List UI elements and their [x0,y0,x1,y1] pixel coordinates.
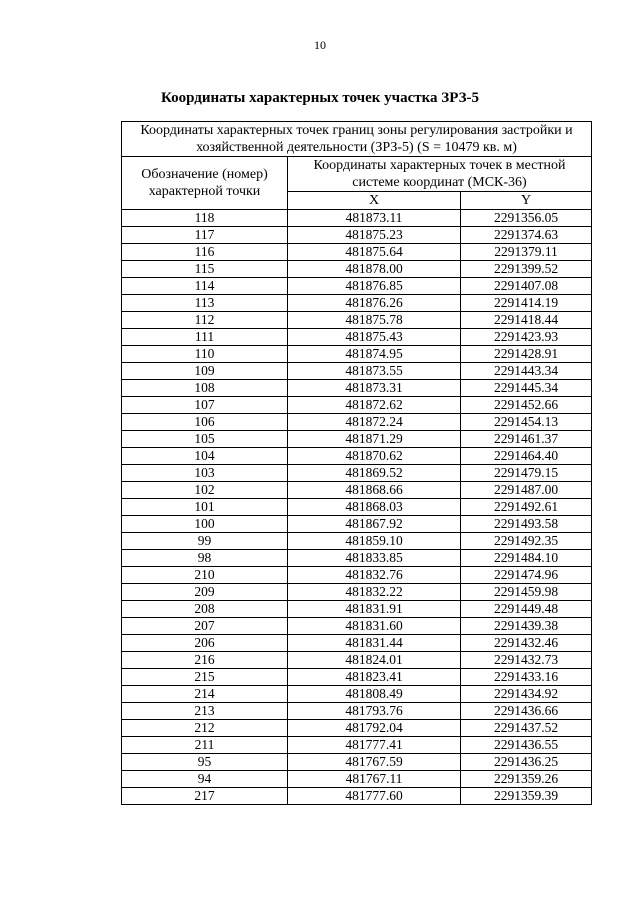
point-number-cell: 215 [122,669,288,686]
table-row [122,278,592,295]
y-coordinate-cell: 2291418.44 [461,312,592,329]
x-coordinate-cell: 481767.59 [288,754,461,771]
page-number: 10 [314,38,326,52]
table-row [122,380,592,397]
y-coordinate-cell: 2291454.13 [461,414,592,431]
table-caption: Координаты характерных точек границ зоны регулирования застройки и хозяйственной деятельности (ЗРЗ-5) (S = 10479 кв. м) [122,122,592,157]
point-number-cell: 114 [122,278,288,295]
table-row [122,550,592,567]
x-coordinate-cell: 481777.60 [288,788,461,805]
table-row [122,244,592,261]
document-title: Координаты характерных точек участка ЗРЗ-5 [161,90,479,106]
point-number-cell: 213 [122,703,288,720]
y-coordinate-cell: 2291449.48 [461,601,592,618]
table-row [122,448,592,465]
table-row [122,652,592,669]
x-coordinate-cell: 481808.49 [288,686,461,703]
table-row [122,754,592,771]
x-coordinate-cell: 481793.76 [288,703,461,720]
y-coordinate-cell: 2291423.93 [461,329,592,346]
y-coordinate-cell: 2291445.34 [461,380,592,397]
x-coordinate-cell: 481872.62 [288,397,461,414]
table-row [122,482,592,499]
y-coordinate-cell: 2291461.37 [461,431,592,448]
y-coordinate-cell: 2291407.08 [461,278,592,295]
y-coordinate-cell: 2291432.73 [461,652,592,669]
table-row [122,363,592,380]
x-coordinate-cell: 481876.85 [288,278,461,295]
point-number-cell: 106 [122,414,288,431]
x-coordinate-cell: 481792.04 [288,720,461,737]
table-row [122,737,592,754]
table-row [122,669,592,686]
point-number-cell: 117 [122,227,288,244]
point-number-cell: 102 [122,482,288,499]
table-row [122,601,592,618]
y-coordinate-cell: 2291433.16 [461,669,592,686]
y-coordinate-cell: 2291436.25 [461,754,592,771]
y-coordinate-cell: 2291359.39 [461,788,592,805]
table-row [122,635,592,652]
table-row [122,771,592,788]
table-row [122,312,592,329]
point-number-cell: 99 [122,533,288,550]
table-row [122,720,592,737]
x-coordinate-cell: 481870.62 [288,448,461,465]
point-number-cell: 208 [122,601,288,618]
point-number-cell: 113 [122,295,288,312]
table-row [122,261,592,278]
y-coordinate-cell: 2291492.61 [461,499,592,516]
column-header-y: Y [461,192,592,210]
x-coordinate-cell: 481875.23 [288,227,461,244]
point-number-cell: 94 [122,771,288,788]
x-coordinate-cell: 481831.60 [288,618,461,635]
point-number-cell: 112 [122,312,288,329]
point-number-cell: 216 [122,652,288,669]
point-number-cell: 212 [122,720,288,737]
point-number-cell: 107 [122,397,288,414]
table-row [122,499,592,516]
point-number-cell: 105 [122,431,288,448]
y-coordinate-cell: 2291492.35 [461,533,592,550]
x-coordinate-cell: 481868.03 [288,499,461,516]
y-coordinate-cell: 2291474.96 [461,567,592,584]
x-coordinate-cell: 481824.01 [288,652,461,669]
y-coordinate-cell: 2291432.46 [461,635,592,652]
x-coordinate-cell: 481872.24 [288,414,461,431]
point-number-cell: 98 [122,550,288,567]
x-coordinate-cell: 481875.64 [288,244,461,261]
y-coordinate-cell: 2291374.63 [461,227,592,244]
x-coordinate-cell: 481777.41 [288,737,461,754]
point-number-cell: 116 [122,244,288,261]
x-coordinate-cell: 481831.44 [288,635,461,652]
x-coordinate-cell: 481859.10 [288,533,461,550]
x-coordinate-cell: 481871.29 [288,431,461,448]
table-row [122,788,592,805]
point-number-cell: 111 [122,329,288,346]
table-row [122,465,592,482]
table-row [122,431,592,448]
table-row [122,227,592,244]
point-number-cell: 209 [122,584,288,601]
column-header-coordinates: Координаты характерных точек в местной системе координат (МСК-36) [288,157,592,192]
y-coordinate-cell: 2291359.26 [461,771,592,788]
table-row [122,295,592,312]
y-coordinate-cell: 2291428.91 [461,346,592,363]
x-coordinate-cell: 481831.91 [288,601,461,618]
x-coordinate-cell: 481868.66 [288,482,461,499]
x-coordinate-cell: 481869.52 [288,465,461,482]
point-number-cell: 95 [122,754,288,771]
y-coordinate-cell: 2291436.55 [461,737,592,754]
table-row [122,346,592,363]
point-number-cell: 101 [122,499,288,516]
x-coordinate-cell: 481833.85 [288,550,461,567]
y-coordinate-cell: 2291484.10 [461,550,592,567]
point-number-cell: 115 [122,261,288,278]
y-coordinate-cell: 2291443.34 [461,363,592,380]
x-coordinate-cell: 481823.41 [288,669,461,686]
table-row [122,414,592,431]
y-coordinate-cell: 2291439.38 [461,618,592,635]
point-number-cell: 103 [122,465,288,482]
y-coordinate-cell: 2291459.98 [461,584,592,601]
table-row [122,584,592,601]
point-number-cell: 210 [122,567,288,584]
column-header-x: X [288,192,461,210]
y-coordinate-cell: 2291434.92 [461,686,592,703]
point-number-cell: 217 [122,788,288,805]
x-coordinate-cell: 481873.11 [288,210,461,227]
point-number-cell: 100 [122,516,288,533]
point-number-cell: 104 [122,448,288,465]
y-coordinate-cell: 2291487.00 [461,482,592,499]
table-row [122,703,592,720]
table-row [122,329,592,346]
x-coordinate-cell: 481767.11 [288,771,461,788]
y-coordinate-cell: 2291493.58 [461,516,592,533]
table-row [122,686,592,703]
table-row [122,516,592,533]
y-coordinate-cell: 2291399.52 [461,261,592,278]
x-coordinate-cell: 481832.22 [288,584,461,601]
x-coordinate-cell: 481867.92 [288,516,461,533]
point-number-cell: 109 [122,363,288,380]
table-body [122,210,592,805]
y-coordinate-cell: 2291464.40 [461,448,592,465]
point-number-cell: 214 [122,686,288,703]
point-number-cell: 207 [122,618,288,635]
y-coordinate-cell: 2291479.15 [461,465,592,482]
y-coordinate-cell: 2291356.05 [461,210,592,227]
table-row [122,210,592,227]
x-coordinate-cell: 481875.78 [288,312,461,329]
y-coordinate-cell: 2291414.19 [461,295,592,312]
coordinates-table [121,121,592,805]
x-coordinate-cell: 481878.00 [288,261,461,278]
x-coordinate-cell: 481874.95 [288,346,461,363]
y-coordinate-cell: 2291452.66 [461,397,592,414]
column-header-point: Обозначение (номер) характерной точки [122,157,288,210]
table-row [122,397,592,414]
x-coordinate-cell: 481873.55 [288,363,461,380]
y-coordinate-cell: 2291437.52 [461,720,592,737]
point-number-cell: 108 [122,380,288,397]
x-coordinate-cell: 481873.31 [288,380,461,397]
y-coordinate-cell: 2291379.11 [461,244,592,261]
y-coordinate-cell: 2291436.66 [461,703,592,720]
x-coordinate-cell: 481875.43 [288,329,461,346]
x-coordinate-cell: 481876.26 [288,295,461,312]
point-number-cell: 206 [122,635,288,652]
point-number-cell: 211 [122,737,288,754]
point-number-cell: 110 [122,346,288,363]
x-coordinate-cell: 481832.76 [288,567,461,584]
point-number-cell: 118 [122,210,288,227]
table-row [122,618,592,635]
table-row [122,567,592,584]
table-row [122,533,592,550]
